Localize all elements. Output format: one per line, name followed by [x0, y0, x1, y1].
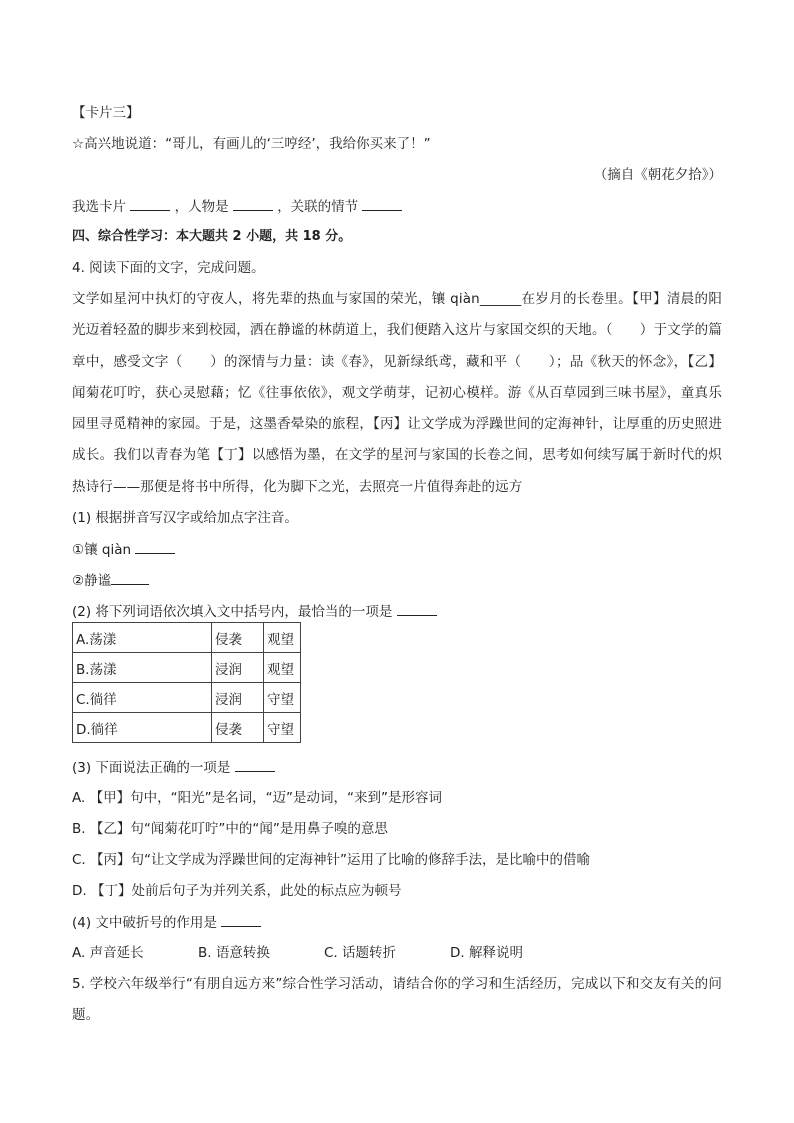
answer-blank-card[interactable] [130, 196, 170, 211]
table-row[interactable] [73, 713, 301, 743]
option-cell: 侵袭 [212, 713, 264, 743]
answer-blank-sub3[interactable] [235, 757, 275, 772]
q4-sub3-option-b[interactable]: B. 【乙】句“闻菊花叮咛”中的“闻”是用鼻子嗅的意思 [72, 821, 388, 837]
option-cell: 守望 [264, 713, 301, 743]
card3-source: （摘自《朝花夕拾》） [593, 167, 722, 183]
q4-sub1-stem: (1) 根据拼音写汉字或给加点字注音。 [72, 510, 298, 526]
options-table [72, 622, 301, 743]
option-cell: 守望 [264, 683, 301, 713]
q4-sub3-option-a[interactable]: A. 【甲】句中，“阳光”是名词，“迈”是动词，“来到”是形容词 [72, 790, 443, 806]
choose-part2: ，人物是 [174, 199, 229, 215]
q4-sub4-line [72, 912, 261, 933]
choose-part3: ，关联的情节 [277, 199, 359, 215]
answer-blank-sub4[interactable] [221, 912, 261, 927]
q4-sub4-option-d[interactable]: D. 解释说明 [450, 945, 523, 961]
table-row[interactable] [73, 623, 301, 653]
q4-sub4-option-c[interactable]: C. 话题转折 [324, 945, 397, 961]
option-cell: 浸润 [212, 683, 264, 713]
q4-sub4-stem: (4) 文中破折号的作用是 [72, 915, 217, 931]
option-cell: 浸润 [212, 653, 264, 683]
option-cell: 观望 [264, 623, 301, 653]
answer-blank-person[interactable] [233, 196, 273, 211]
option-cell: B.荡漾 [73, 653, 212, 683]
answer-blank-qian[interactable] [135, 539, 175, 554]
choose-part1: 我选卡片 [72, 199, 126, 215]
q5-stem: 5. 学校六年级举行“有朋自远方来”综合性学习活动，请结合你的学习和生活经历，完成以下和交友有关的问题。 [72, 976, 722, 1024]
section4-title: 四、综合性学习：本大题共 2 小题，共 18 分。 [72, 229, 352, 244]
q4-sub4-options [72, 943, 576, 963]
q4-passage: 文学如星河中执灯的守夜人，将先辈的热血与家国的荣光，镶 qiàn______在岁月的长卷里。【甲】清晨的阳光迈着轻盈的脚步来到校园，洒在静谧的林荫道上，我们便踏入这片与家国交织的天地。（ ）于文学的篇章中，感受文字（ ）的深情与力量：读《春》，见新绿纸鸢，藏和平（ ）；品《秋天的怀念》，【乙】闻菊花叮咛，获心灵慰藉；忆《往事依依》，观文学萌芽，记初心模样。游《从百草园到三味书屋》，童真乐园里寻觅精神的家园。于是，这墨香晕染的旅程，【丙】让文学成为浮躁世间的定海神针，让厚重的历史照进成长。我们以青春为笔【丁】以感悟为墨，在文学的星河与家国的长卷之间，思考如何续写属于新时代的炽热诗行——那便是将书中所得，化为脚下之光，去照亮一片值得奔赴的远方 [72, 291, 722, 495]
q4-sub1-b-label: ②静谧 [72, 573, 112, 589]
q4-sub4-option-a[interactable]: A. 声音延长 [72, 945, 144, 961]
q4-sub2-line [72, 601, 437, 622]
table-row[interactable] [73, 683, 301, 713]
q4-stem: 4. 阅读下面的文字，完成问题。 [72, 260, 265, 276]
answer-blank-plot[interactable] [362, 196, 402, 211]
q4-sub4-option-b[interactable]: B. 语意转换 [198, 945, 270, 961]
option-cell: 侵袭 [212, 623, 264, 653]
option-cell: A.荡漾 [73, 623, 212, 653]
q4-sub1-a-label: ①镶 qiàn [72, 542, 132, 558]
q4-sub1-a [72, 539, 175, 560]
q4-sub1-b [72, 570, 149, 591]
choose-card-line [72, 196, 402, 217]
answer-blank-mi[interactable] [111, 570, 149, 585]
q4-sub3-option-c[interactable]: C. 【丙】句“让文学成为浮躁世间的定海神针”运用了比喻的修辞手法，是比喻中的借喻 [72, 852, 590, 868]
q4-sub3-line [72, 757, 275, 778]
option-cell: 观望 [264, 653, 301, 683]
card3-quote: ☆高兴地说道：“哥儿，有画儿的‘三哼经’，我给你买来了！” [72, 136, 431, 152]
q4-sub3-option-d[interactable]: D. 【丁】处前后句子为并列关系，此处的标点应为顿号 [72, 883, 402, 899]
q4-sub2-stem: (2) 将下列词语依次填入文中括号内，最恰当的一项是 [72, 604, 393, 620]
option-cell: D.徜徉 [73, 713, 212, 743]
answer-blank-sub2[interactable] [397, 601, 437, 616]
card3-heading: 【卡片三】 [72, 105, 140, 121]
option-cell: C.徜徉 [73, 683, 212, 713]
q4-sub3-stem: (3) 下面说法正确的一项是 [72, 760, 231, 776]
table-row[interactable] [73, 653, 301, 683]
